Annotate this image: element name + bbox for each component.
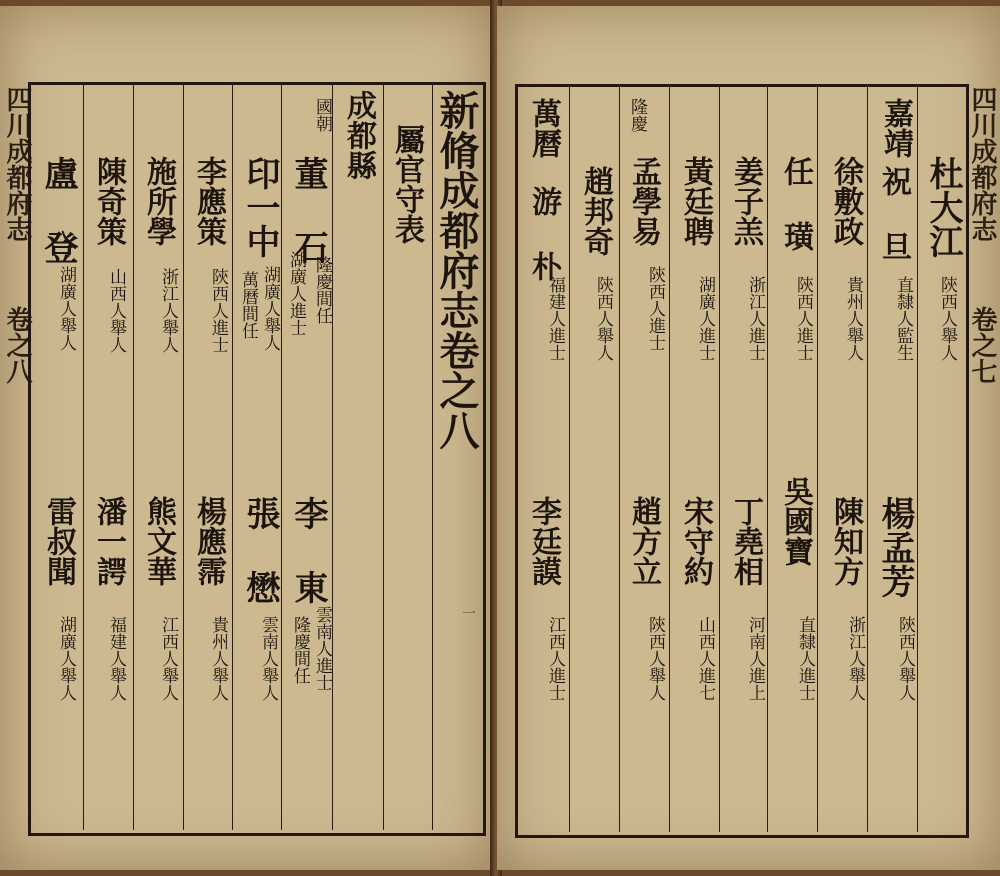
- official-note: 陝西人舉人: [937, 276, 957, 361]
- official-note: 萬曆間任: [238, 271, 258, 339]
- official-name: 施所學: [141, 156, 176, 246]
- official-name: 雷叔聞: [41, 496, 76, 586]
- official-name: 任 璜: [778, 156, 813, 251]
- official-note: 江西人舉人: [158, 616, 178, 701]
- official-note: 湖廣人舉人: [56, 616, 76, 701]
- official-name: 楊孟芳: [875, 496, 915, 598]
- official-name: 張 懋: [240, 496, 280, 604]
- official-name: 盧 登: [38, 156, 78, 264]
- official-note: 浙江人舉人: [158, 268, 178, 353]
- official-name: 趙方立: [626, 496, 661, 586]
- official-note: 湖廣人進士: [695, 276, 715, 361]
- official-note: 隆慶間任: [290, 616, 310, 684]
- official-name: 祝 旦: [876, 166, 911, 261]
- official-name: 潘一諤: [91, 496, 126, 586]
- official-note: 陝西人舉人: [593, 276, 613, 361]
- official-name: 孟學易: [626, 156, 661, 246]
- right-page: [497, 6, 1000, 870]
- folio-number: 一: [460, 606, 476, 620]
- era-label: 國朝: [312, 98, 332, 132]
- page-subtitle: 屬官守表: [389, 124, 424, 244]
- official-note: 陝西人進士: [793, 276, 813, 361]
- official-name: 丁堯相: [728, 496, 763, 586]
- official-name: 陳知方: [828, 496, 863, 586]
- official-name: 徐敷政: [828, 156, 863, 246]
- official-note: 河南人進上: [745, 616, 765, 701]
- official-note: 陝西人舉人: [645, 616, 665, 701]
- era-jiajing: 嘉靖: [878, 98, 913, 158]
- county-name: 成都縣: [341, 90, 376, 180]
- official-note: 湖廣人舉人: [56, 266, 76, 351]
- official-name: 趙邦奇: [578, 166, 613, 256]
- official-name: 陳奇策: [91, 156, 126, 246]
- official-note: 山西人進七: [695, 616, 715, 701]
- official-note: 福建人進士: [545, 276, 565, 361]
- official-note: 山西人舉人: [106, 268, 126, 353]
- official-note: 江西人進士: [545, 616, 565, 701]
- right-margin-volume: 卷之七: [967, 306, 997, 384]
- official-note: 雲南人舉人: [258, 616, 278, 701]
- official-note: 浙江人進士: [745, 276, 765, 361]
- official-note: 湖廣人舉人: [260, 266, 280, 351]
- official-note: 隆慶間任: [312, 256, 332, 324]
- official-note: 福建人舉人: [106, 616, 126, 701]
- left-margin-volume: 卷之八: [2, 306, 32, 384]
- left-page: [0, 6, 495, 870]
- page-title: 新脩成都府志卷之八: [433, 90, 480, 450]
- official-note: 直隸人監生: [893, 276, 913, 361]
- left-margin-title: 四川成都府志: [2, 86, 32, 242]
- official-name: 李應策: [191, 156, 226, 246]
- official-name: 楊應霈: [191, 496, 226, 586]
- official-name: 吳國寶: [778, 476, 813, 566]
- official-name: 黃廷聘: [678, 156, 713, 246]
- official-note: 湖廣人進士: [286, 251, 306, 336]
- official-name: 李廷謨: [526, 496, 561, 586]
- official-name: 董 石: [288, 156, 328, 264]
- official-name: 印一中: [240, 156, 280, 258]
- era-longqing: 隆慶: [627, 98, 647, 132]
- official-name: 游 朴: [526, 186, 561, 281]
- official-name: 熊文華: [141, 496, 176, 586]
- official-note: 雲南人進士: [312, 606, 332, 691]
- official-name: 姜子羔: [728, 156, 763, 246]
- official-note: 貴州人舉人: [208, 616, 228, 701]
- official-note: 浙江人舉人: [845, 616, 865, 701]
- official-note: 直隸人進士: [795, 616, 815, 701]
- official-note: 陝西人進士: [208, 268, 228, 353]
- official-name: 杜大江: [923, 156, 963, 258]
- official-note: 貴州人舉人: [843, 276, 863, 361]
- official-name: 李 東: [288, 496, 328, 604]
- official-note: 陝西人進士: [645, 266, 665, 351]
- right-margin-title: 四川成都府志: [967, 86, 997, 242]
- era-wanli: 萬曆: [526, 98, 561, 158]
- official-name: 宋守約: [678, 496, 713, 586]
- official-note: 陝西人舉人: [895, 616, 915, 701]
